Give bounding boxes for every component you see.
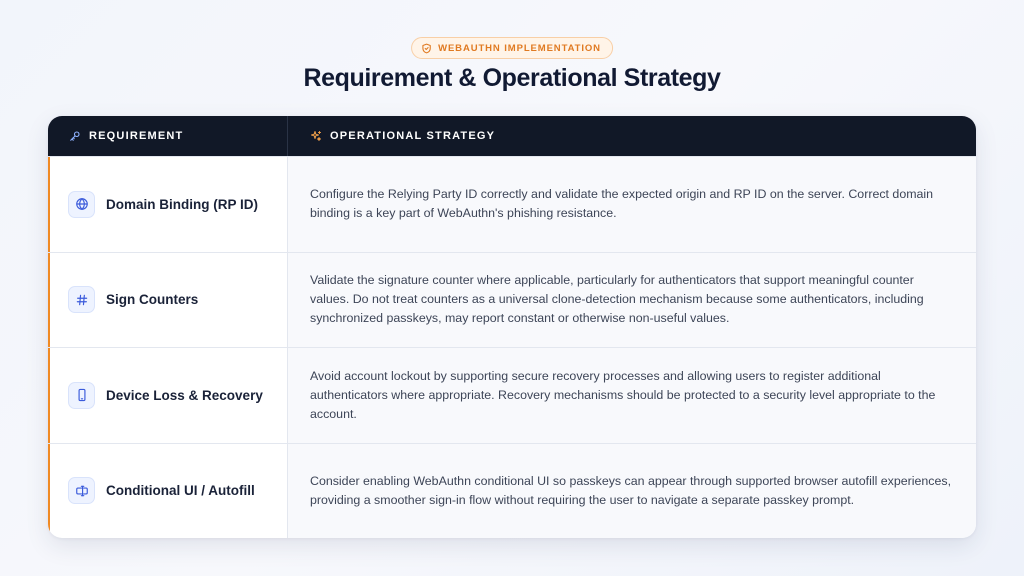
globe-icon <box>68 191 95 218</box>
requirement-cell <box>48 444 288 539</box>
shield-icon <box>421 43 432 54</box>
requirement-label: Conditional UI / Autofill <box>106 483 255 499</box>
requirements-table <box>48 116 976 538</box>
header-strategy-label: OPERATIONAL STRATEGY <box>330 130 496 142</box>
section-badge <box>411 37 613 59</box>
page-title: Requirement & Operational Strategy <box>303 64 721 92</box>
table-header <box>48 116 976 156</box>
sparkle-icon <box>310 130 322 142</box>
table-row <box>48 252 976 348</box>
strategy-text: Configure the Relying Party ID correctly and validate the expected origin and RP ID on the server. Correct domain binding is a key part of WebAuthn's phishing resistance. <box>310 187 934 221</box>
strategy-cell <box>288 444 976 539</box>
header-requirement-label: REQUIREMENT <box>89 130 184 142</box>
table-row <box>48 347 976 443</box>
table-row <box>48 156 976 252</box>
strategy-cell <box>288 348 976 443</box>
requirement-label: Sign Counters <box>106 292 199 308</box>
requirement-label: Device Loss & Recovery <box>106 387 263 403</box>
strategy-text: Consider enabling WebAuthn conditional UI so passkeys can appear through supported browser autofill experiences, providing a smoother sign-in flow without requiring the user to navigate a separate passkey prompt. <box>310 473 952 507</box>
key-icon <box>69 130 81 142</box>
badge-label: WEBAUTHN IMPLEMENTATION <box>438 42 601 54</box>
requirement-cell <box>48 157 288 252</box>
requirement-label: Domain Binding (RP ID) <box>106 196 258 212</box>
header-requirement <box>48 116 288 156</box>
header-strategy <box>288 116 976 156</box>
smartphone-icon <box>68 382 95 409</box>
strategy-cell <box>288 253 976 348</box>
hash-icon <box>68 286 95 313</box>
strategy-text: Validate the signature counter where applicable, particularly for authenticators that support meaningful counter values. Do not treat counters as a universal clone-detection mechanism because some authenticators, including synchronized passkeys, may report constant or otherwise non-useful values. <box>310 273 924 326</box>
table-row <box>48 443 976 539</box>
requirement-cell <box>48 253 288 348</box>
requirement-cell <box>48 348 288 443</box>
strategy-text: Avoid account lockout by supporting secure recovery processes and allowing users to register additional authenticators where appropriate. Recovery mechanisms should be protected to a security level appropriate to the account. <box>310 368 936 421</box>
strategy-cell <box>288 157 976 252</box>
autofill-icon <box>68 477 95 504</box>
